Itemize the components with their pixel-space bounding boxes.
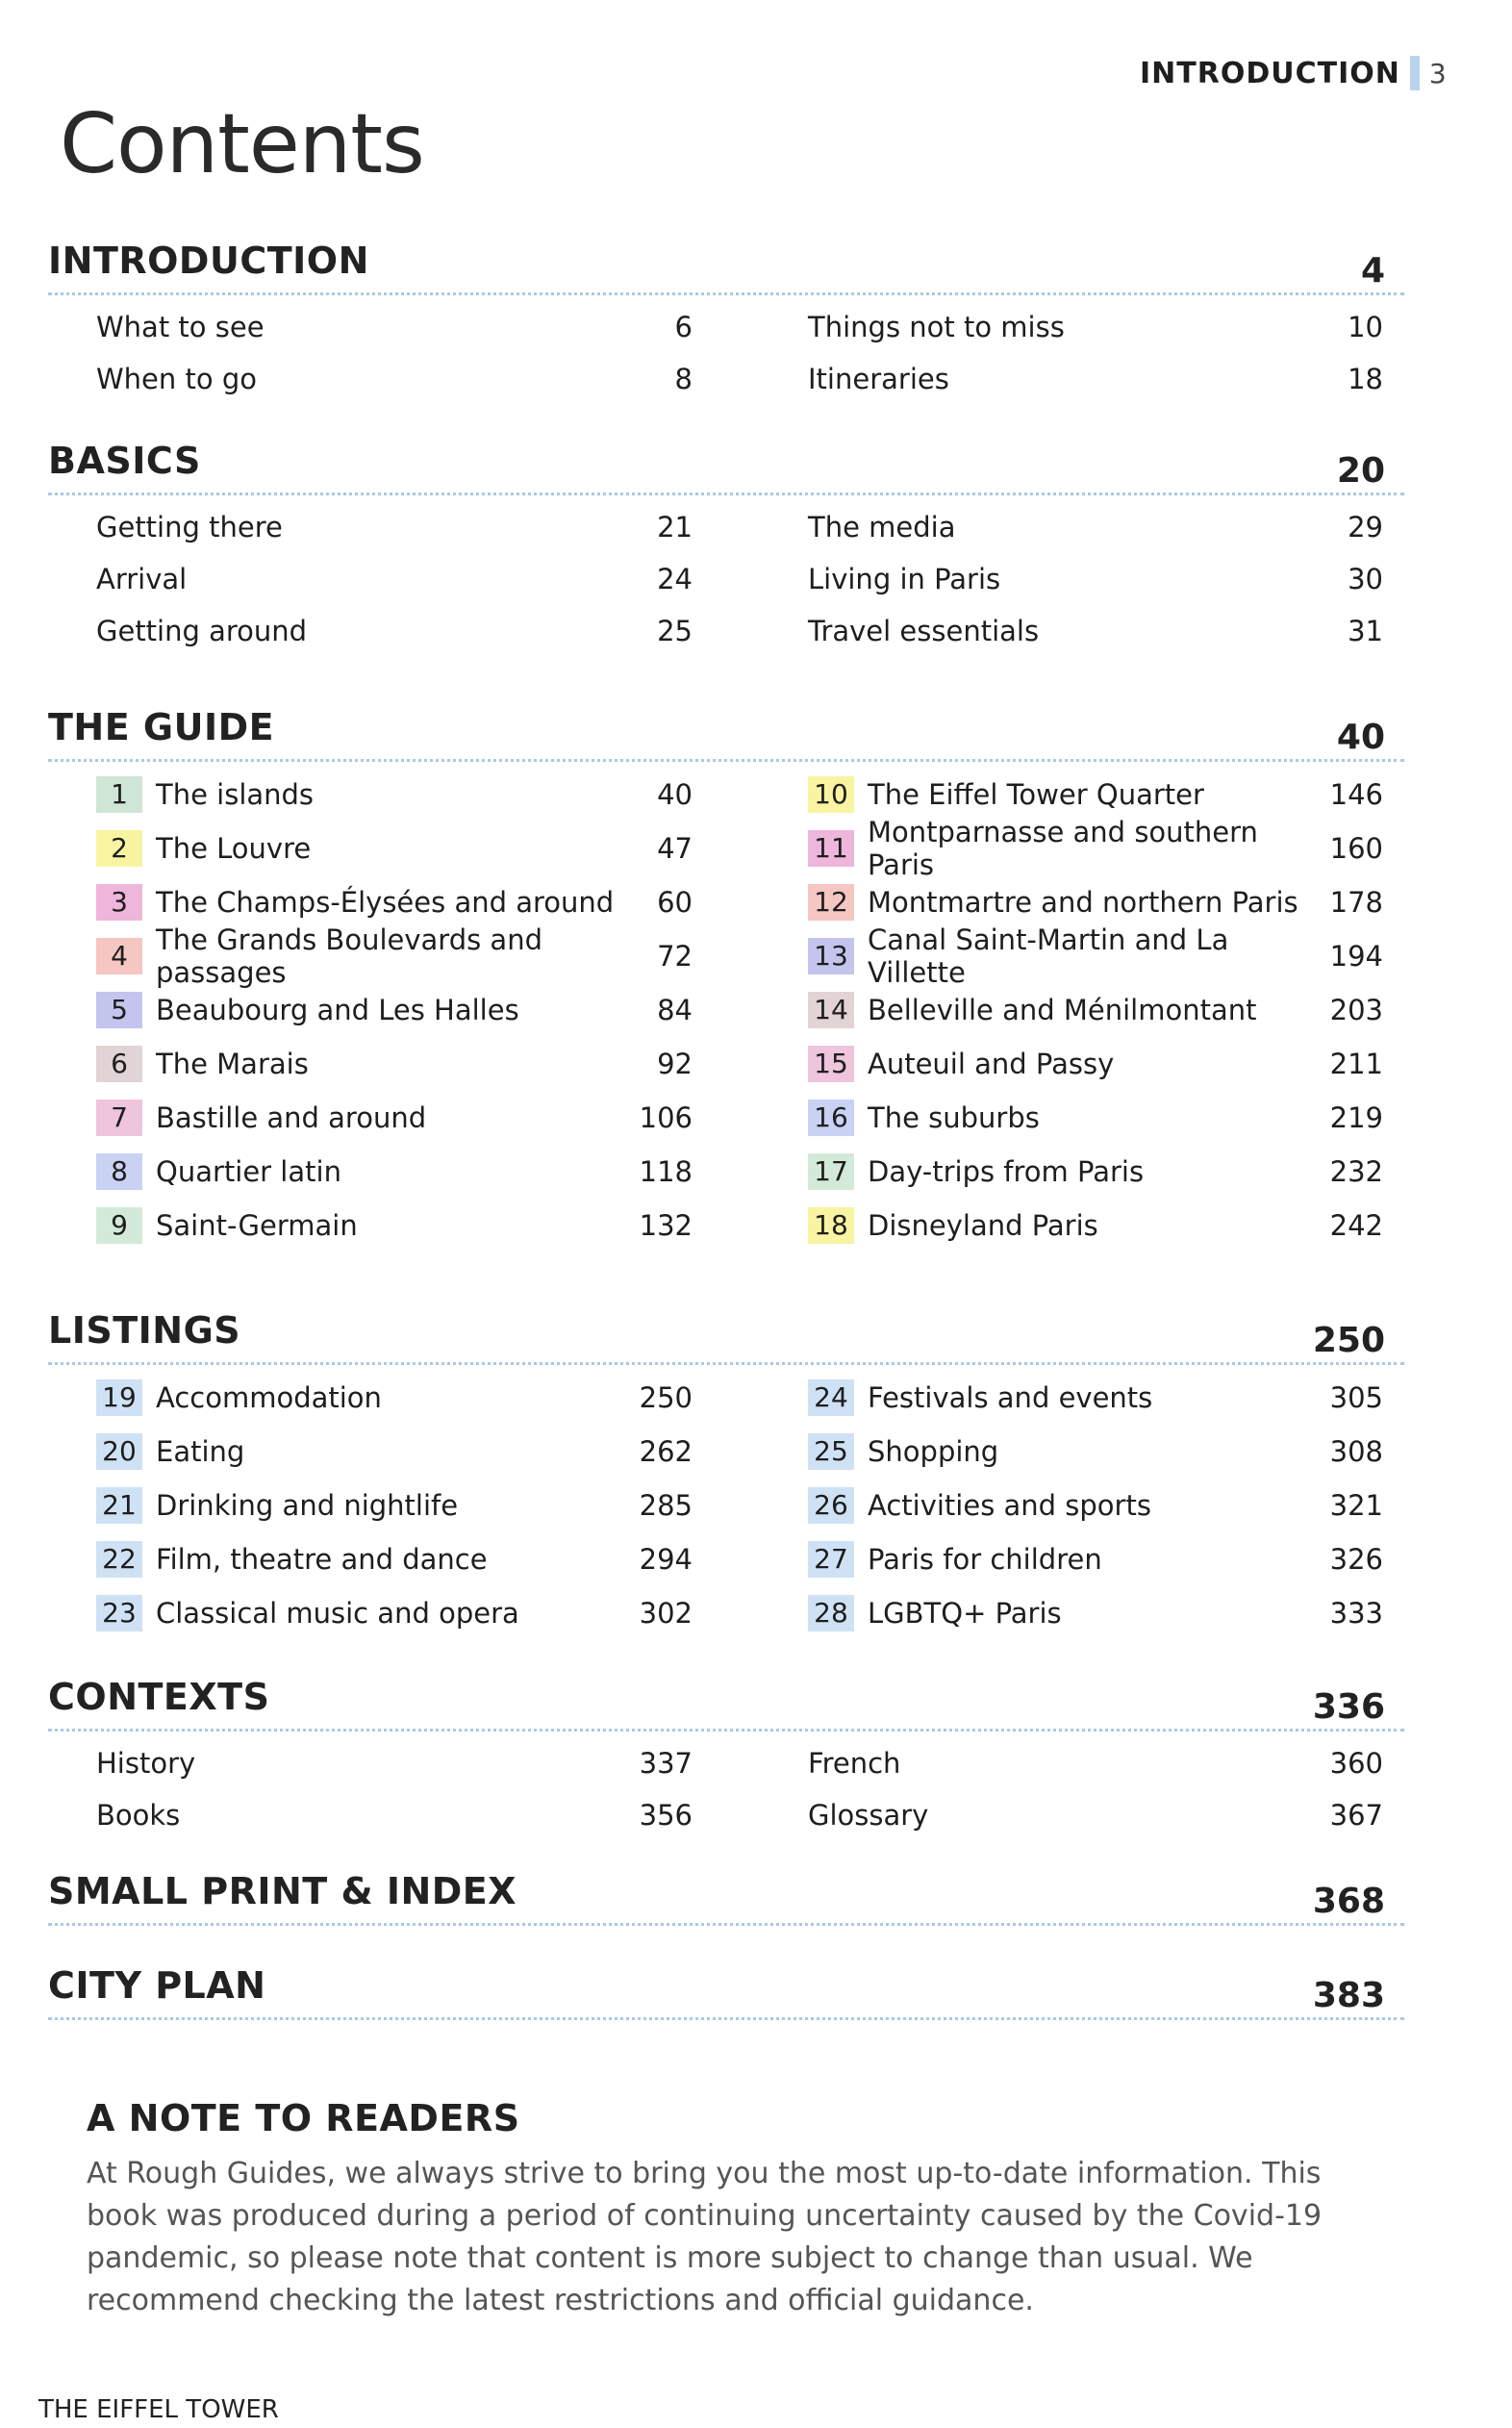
section-page: 383 <box>1312 1976 1385 2015</box>
entry-page: 106 <box>639 1101 693 1134</box>
entry-page: 203 <box>1329 994 1383 1026</box>
entry-label: Getting around <box>96 615 308 647</box>
entry-label-group <box>96 511 283 544</box>
section-header[interactable] <box>48 1861 1404 1921</box>
section-city-plan <box>48 1956 1404 2026</box>
entry-label: Saint-Germain <box>156 1209 358 1242</box>
chapter-number-badge: 13 <box>808 938 854 974</box>
section-page: 20 <box>1336 451 1385 491</box>
chapter-number-badge: 11 <box>808 830 854 867</box>
section-contexts <box>48 1667 1404 1832</box>
entry-page: 30 <box>1348 563 1383 595</box>
chapter-number-badge: 23 <box>96 1595 142 1631</box>
entry-label-group <box>808 1207 1098 1244</box>
entry-page: 232 <box>1329 1155 1383 1188</box>
toc-entry[interactable] <box>808 1091 1383 1145</box>
section-rule <box>48 493 1404 495</box>
entries-right <box>808 301 1383 405</box>
toc-entry[interactable] <box>96 1037 693 1091</box>
entry-page: 262 <box>639 1435 693 1468</box>
chapter-number-badge: 7 <box>96 1100 142 1136</box>
section-header[interactable] <box>48 1956 1404 2015</box>
entry-page: 308 <box>1329 1435 1383 1468</box>
entries-left <box>96 1737 693 1841</box>
footer-caption: THE EIFFEL TOWER <box>38 2395 279 2424</box>
entry-page: 60 <box>657 886 693 919</box>
entry-page: 160 <box>1329 832 1383 865</box>
entry-page: 367 <box>1329 1799 1383 1832</box>
entry-label: Things not to miss <box>808 311 1065 343</box>
section-header[interactable] <box>48 1667 1404 1727</box>
chapter-number-badge: 20 <box>96 1433 142 1470</box>
entry-page: 178 <box>1329 886 1383 919</box>
toc-entry[interactable] <box>96 1145 693 1199</box>
page-number: 3 <box>1428 57 1448 89</box>
entries-left <box>96 501 693 657</box>
entry-page: 219 <box>1329 1101 1383 1134</box>
toc-entry[interactable] <box>96 553 693 605</box>
entry-label-group <box>96 1541 488 1578</box>
running-head-divider <box>1410 56 1420 90</box>
chapter-number-badge: 18 <box>808 1207 854 1244</box>
entry-label-group <box>96 884 614 921</box>
entry-page: 326 <box>1329 1543 1383 1576</box>
entry-label-group <box>96 1379 382 1416</box>
toc-entry[interactable] <box>808 1737 1383 1789</box>
section-header[interactable] <box>48 697 1404 757</box>
section-title: CONTEXTS <box>48 1676 270 1718</box>
entry-label-group <box>96 615 307 647</box>
note-body: At Rough Guides, we always strive to bring you the most up-to-date information. This book was produced during a period of continuing uncertainty caused by the Covid-19 pandemic, so please note that content is more subject to change than usual. We recommend checking the latest restrictions and official guidance. <box>87 2157 1323 2317</box>
entry-label: Montmartre and northern Paris <box>868 886 1298 919</box>
entry-label-group <box>808 1433 998 1470</box>
toc-entry[interactable] <box>808 768 1383 822</box>
toc-entry[interactable] <box>96 1091 693 1145</box>
entries-left <box>96 1371 693 1640</box>
entry-label: The suburbs <box>868 1101 1040 1134</box>
entry-label: Beaubourg and Les Halles <box>156 994 519 1026</box>
toc-entry[interactable] <box>96 1737 693 1789</box>
toc-entry[interactable] <box>808 501 1383 553</box>
entry-label: Living in Paris <box>808 563 1001 595</box>
toc-entry[interactable] <box>808 1425 1383 1479</box>
entry-label-group <box>808 311 1065 343</box>
entry-label: Eating <box>156 1435 245 1468</box>
toc-entry[interactable] <box>96 1586 693 1640</box>
toc-entry[interactable] <box>808 1586 1383 1640</box>
entries-left <box>96 301 693 405</box>
entry-label-group <box>808 1487 1151 1524</box>
toc-entry[interactable] <box>808 1199 1383 1252</box>
section-title: CITY PLAN <box>48 1964 266 2007</box>
entry-page: 285 <box>639 1489 693 1522</box>
entry-page: 8 <box>674 363 693 395</box>
entry-page: 24 <box>657 563 693 595</box>
chapter-number-badge: 27 <box>808 1541 854 1578</box>
entry-page: 211 <box>1329 1048 1383 1080</box>
entry-page: 6 <box>674 311 693 343</box>
entries-right <box>808 768 1383 1252</box>
toc-entry[interactable] <box>808 605 1383 657</box>
entry-label: What to see <box>96 311 265 343</box>
entry-label: Accommodation <box>156 1381 382 1414</box>
toc-entry[interactable] <box>808 1145 1383 1199</box>
entry-page: 31 <box>1348 615 1383 647</box>
entry-label-group <box>96 992 519 1028</box>
section-title: BASICS <box>48 440 201 482</box>
entry-label-group <box>96 1153 341 1190</box>
entries-right <box>808 501 1383 657</box>
section-page: 250 <box>1312 1321 1385 1360</box>
entry-label: French <box>808 1747 901 1780</box>
toc-entry[interactable] <box>808 353 1383 405</box>
entry-label-group <box>96 1799 180 1832</box>
entry-label: The media <box>808 511 956 544</box>
toc-entry[interactable] <box>96 1371 693 1425</box>
entry-label-group <box>96 830 311 867</box>
entry-page: 92 <box>657 1048 693 1080</box>
entry-label: Festivals and events <box>868 1381 1153 1414</box>
chapter-number-badge: 1 <box>96 776 142 813</box>
entry-page: 118 <box>639 1155 693 1188</box>
entry-page: 321 <box>1329 1489 1383 1522</box>
entry-page: 18 <box>1348 363 1383 395</box>
entry-label: Getting there <box>96 511 283 544</box>
entries-right <box>808 1737 1383 1841</box>
entry-page: 333 <box>1329 1597 1383 1630</box>
entry-label: History <box>96 1747 196 1780</box>
entry-label-group <box>808 615 1039 647</box>
entry-label: Bastille and around <box>156 1101 427 1134</box>
entry-label-group <box>96 923 657 989</box>
running-head <box>1140 56 1448 90</box>
entry-label: Shopping <box>868 1435 999 1468</box>
chapter-number-badge: 25 <box>808 1433 854 1470</box>
chapter-number-badge: 2 <box>96 830 142 867</box>
toc-entry[interactable] <box>808 301 1383 353</box>
section-header[interactable] <box>48 431 1404 491</box>
section-title: LISTINGS <box>48 1309 241 1352</box>
entry-page: 72 <box>657 940 693 973</box>
entry-label-group <box>808 1046 1114 1082</box>
toc-entry[interactable] <box>96 768 693 822</box>
entry-label: Travel essentials <box>808 615 1040 647</box>
chapter-number-badge: 6 <box>96 1046 142 1082</box>
entry-label-group <box>808 884 1298 921</box>
entry-page: 47 <box>657 832 693 865</box>
toc-entry[interactable] <box>808 1371 1383 1425</box>
section-small-print <box>48 1861 1404 1932</box>
toc-entry[interactable] <box>96 605 693 657</box>
entry-label-group <box>808 563 1000 595</box>
entry-label: The Champs-Élysées and around <box>156 886 615 919</box>
entry-label: Glossary <box>808 1799 929 1832</box>
toc-entry[interactable] <box>808 1479 1383 1532</box>
toc-entry[interactable] <box>96 501 693 553</box>
chapter-number-badge: 4 <box>96 938 142 974</box>
section-basics <box>48 431 1404 647</box>
toc-entry[interactable] <box>808 983 1383 1037</box>
entry-page: 302 <box>639 1597 693 1630</box>
entry-page: 294 <box>639 1543 693 1576</box>
toc-entry[interactable] <box>808 1037 1383 1091</box>
chapter-number-badge: 14 <box>808 992 854 1028</box>
entry-page: 194 <box>1329 940 1383 973</box>
entry-page: 305 <box>1329 1381 1383 1414</box>
entry-page: 250 <box>639 1381 693 1414</box>
entry-label: Montparnasse and southern Paris <box>868 816 1258 881</box>
section-rule <box>48 1729 1404 1732</box>
chapter-number-badge: 12 <box>808 884 854 921</box>
entry-page: 360 <box>1329 1747 1383 1780</box>
entry-label-group <box>808 816 1330 881</box>
entry-label-group <box>96 563 187 595</box>
section-title: THE GUIDE <box>48 706 275 748</box>
entry-label-group <box>96 1207 358 1244</box>
chapter-number-badge: 21 <box>96 1487 142 1524</box>
entry-page: 132 <box>639 1209 693 1242</box>
chapter-number-badge: 24 <box>808 1379 854 1416</box>
entry-page: 40 <box>657 778 693 811</box>
section-page: 4 <box>1360 251 1385 291</box>
section-title: INTRODUCTION <box>48 240 369 282</box>
entry-label: The Eiffel Tower Quarter <box>868 778 1204 811</box>
entry-label-group <box>96 363 257 395</box>
entry-label-group <box>96 1595 519 1631</box>
page-title: Contents <box>60 96 424 192</box>
toc-entry[interactable] <box>96 875 693 929</box>
chapter-number-badge: 8 <box>96 1153 142 1190</box>
entry-label: The Marais <box>156 1048 309 1080</box>
chapter-number-badge: 3 <box>96 884 142 921</box>
section-the-guide <box>48 697 1404 1242</box>
entries-right <box>808 1371 1383 1640</box>
entry-label-group <box>808 1747 900 1780</box>
section-rule <box>48 2017 1404 2020</box>
entry-label-group <box>808 776 1204 813</box>
chapter-number-badge: 19 <box>96 1379 142 1416</box>
entry-label-group <box>96 1046 309 1082</box>
entry-page: 29 <box>1348 511 1383 544</box>
note-to-readers <box>87 2097 1337 2322</box>
entry-label: The islands <box>156 778 315 811</box>
entry-label: Itineraries <box>808 363 949 395</box>
entry-label: When to go <box>96 363 257 395</box>
entry-label: Arrival <box>96 563 188 595</box>
entry-label: LGBTQ+ Paris <box>868 1597 1062 1630</box>
toc-entry[interactable] <box>96 301 693 353</box>
entry-label-group <box>96 1100 426 1136</box>
toc-entry[interactable] <box>96 1199 693 1252</box>
toc-entry[interactable] <box>96 1425 693 1479</box>
entry-page: 356 <box>639 1799 693 1832</box>
toc-entry[interactable] <box>808 923 1383 989</box>
running-head-section: INTRODUCTION <box>1140 56 1400 90</box>
entry-page: 242 <box>1329 1209 1383 1242</box>
entry-label-group <box>808 1153 1144 1190</box>
entry-label: Disneyland Paris <box>868 1209 1098 1242</box>
toc-entry[interactable] <box>808 816 1383 881</box>
entry-label: The Grands Boulevards and passages <box>156 923 542 989</box>
entry-label: Paris for children <box>868 1543 1102 1576</box>
entry-label: Belleville and Ménilmontant <box>868 994 1257 1026</box>
section-listings <box>48 1301 1404 1630</box>
entry-page: 84 <box>657 994 693 1026</box>
toc-entry[interactable] <box>96 822 693 875</box>
chapter-number-badge: 26 <box>808 1487 854 1524</box>
chapter-number-badge: 28 <box>808 1595 854 1631</box>
toc-entry[interactable] <box>96 983 693 1037</box>
section-rule <box>48 759 1404 762</box>
toc-entry[interactable] <box>96 1532 693 1586</box>
entry-label: Canal Saint-Martin and La Villette <box>868 923 1229 989</box>
entry-label-group <box>96 1747 195 1780</box>
chapter-number-badge: 9 <box>96 1207 142 1244</box>
chapter-number-badge: 17 <box>808 1153 854 1190</box>
toc-entry[interactable] <box>808 1532 1383 1586</box>
entries-left <box>96 768 693 1252</box>
section-introduction <box>48 231 1404 395</box>
section-rule <box>48 1362 1404 1365</box>
entry-label: The Louvre <box>156 832 312 865</box>
note-heading: A NOTE TO READERS <box>87 2097 520 2139</box>
entry-label-group <box>96 1487 458 1524</box>
entry-page: 10 <box>1348 311 1383 343</box>
entry-page: 337 <box>639 1747 693 1780</box>
toc-entry[interactable] <box>808 1789 1383 1841</box>
entry-label: Quartier latin <box>156 1155 341 1188</box>
entry-label: Drinking and nightlife <box>156 1489 459 1522</box>
section-page: 368 <box>1312 1882 1385 1921</box>
chapter-number-badge: 16 <box>808 1100 854 1136</box>
section-page: 40 <box>1336 718 1385 757</box>
entry-label-group <box>808 1541 1102 1578</box>
entry-label: Activities and sports <box>868 1489 1151 1522</box>
section-page: 336 <box>1312 1687 1385 1727</box>
chapter-number-badge: 10 <box>808 776 854 813</box>
entry-label-group <box>808 1379 1152 1416</box>
chapter-number-badge: 15 <box>808 1046 854 1082</box>
entry-label-group <box>96 311 265 343</box>
entry-label-group <box>808 1799 928 1832</box>
section-title: SMALL PRINT & INDEX <box>48 1870 517 1912</box>
entry-label-group <box>808 992 1257 1028</box>
entry-label-group <box>96 1433 244 1470</box>
entry-label-group <box>96 776 314 813</box>
toc-entry[interactable] <box>808 553 1383 605</box>
entry-label: Auteuil and Passy <box>868 1048 1115 1080</box>
toc-entry[interactable] <box>96 1479 693 1532</box>
entry-label-group <box>808 1100 1040 1136</box>
chapter-number-badge: 22 <box>96 1541 142 1578</box>
entry-label: Classical music and opera <box>156 1597 519 1630</box>
entry-label-group <box>808 363 949 395</box>
entry-label-group <box>808 1595 1062 1631</box>
toc-entry[interactable] <box>96 353 693 405</box>
entry-label-group <box>808 923 1330 989</box>
entry-label: Film, theatre and dance <box>156 1543 488 1576</box>
toc-entry[interactable] <box>96 1789 693 1841</box>
entry-page: 25 <box>657 615 693 647</box>
toc-entry[interactable] <box>96 923 693 989</box>
entry-label: Books <box>96 1799 181 1832</box>
entry-page: 146 <box>1329 778 1383 811</box>
chapter-number-badge: 5 <box>96 992 142 1028</box>
section-rule <box>48 1923 1404 1926</box>
section-header[interactable] <box>48 1301 1404 1360</box>
entry-label: Day-trips from Paris <box>868 1155 1145 1188</box>
toc-entry[interactable] <box>808 875 1383 929</box>
section-header[interactable] <box>48 231 1404 291</box>
entry-page: 21 <box>657 511 693 544</box>
section-rule <box>48 292 1404 295</box>
entry-label-group <box>808 511 955 544</box>
